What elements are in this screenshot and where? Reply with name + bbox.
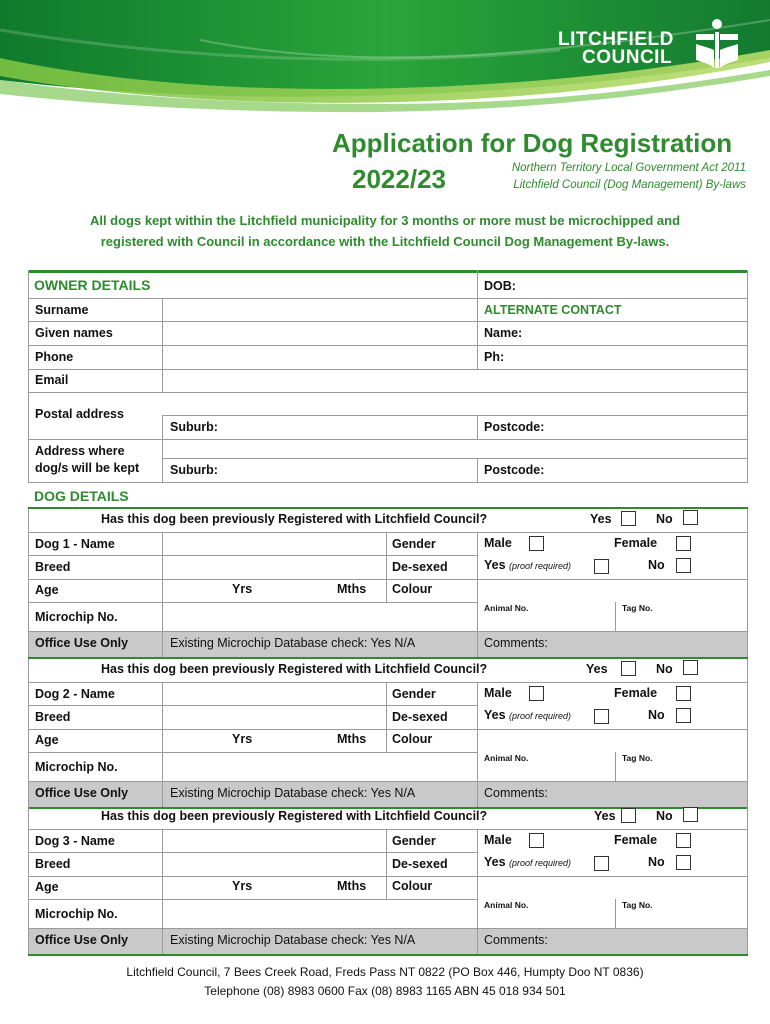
dog1-col-rule	[747, 509, 748, 657]
dog1-col-rule	[386, 532, 387, 602]
dog1-col-rule	[615, 602, 616, 632]
col-rule	[28, 270, 29, 482]
dog3-yes-label: Yes	[594, 809, 616, 823]
dog2-microchip-label: Microchip No.	[35, 760, 118, 774]
dog2-office-use-label: Office Use Only	[35, 786, 129, 800]
alt-ph-label: Ph:	[484, 350, 505, 364]
dog1-yrs-label: Yrs	[232, 582, 253, 596]
dog3-proof-note: (proof required)	[509, 858, 572, 868]
dog2-gender-label: Gender	[392, 687, 436, 701]
dog2-row-rule	[28, 682, 748, 683]
dog1-desexed-no-label: No	[648, 558, 665, 572]
dog1-male-label: Male	[484, 536, 512, 550]
dog1-desexed-no-checkbox[interactable]	[676, 558, 691, 573]
dog1-colour-input[interactable]	[440, 580, 476, 602]
dog2-colour-input[interactable]	[440, 730, 476, 752]
dog2-col-rule	[28, 659, 29, 807]
col-rule	[477, 270, 478, 369]
intro-line-2: registered with Council in accordance with the Litchfield Council Dog Management By-laws.	[100, 234, 670, 249]
dog1-row-rule	[28, 579, 748, 580]
dog1-animal-no-label: Animal No.	[484, 603, 529, 613]
dog1-breed-label: Breed	[35, 560, 71, 574]
dog2-animal-no-label: Animal No.	[484, 753, 529, 763]
dog1-breed-input[interactable]	[163, 556, 385, 579]
dog1-col-rule	[28, 509, 29, 657]
dog2-mths-label: Mths	[337, 732, 367, 746]
dog1-microchip-label: Microchip No.	[35, 610, 118, 624]
dog2-female-checkbox[interactable]	[676, 686, 691, 701]
dog1-name-label: Dog 1 - Name	[35, 537, 115, 551]
dog3-colour-label: Colour	[392, 879, 433, 893]
header-banner	[0, 0, 770, 128]
dog2-female-label: Female	[614, 686, 658, 700]
dog2-col-rule	[386, 682, 387, 752]
alternate-contact-title: ALTERNATE CONTACT	[484, 303, 622, 317]
dog3-breed-input[interactable]	[163, 853, 385, 876]
dog3-male-label: Male	[484, 833, 512, 847]
dog1-row-rule	[28, 532, 748, 533]
dog3-female-label: Female	[614, 833, 658, 847]
act-reference-1: Northern Territory Local Government Act 2011	[511, 162, 746, 174]
dog2-colour-label: Colour	[392, 732, 433, 746]
dog3-name-label: Dog 3 - Name	[35, 834, 115, 848]
dog3-col-rule	[28, 806, 29, 954]
dog3-question: Has this dog been previously Registered with Litchfield Council?	[101, 809, 488, 823]
dog2-tag-no-label: Tag No.	[622, 753, 653, 763]
dog3-col-rule	[477, 829, 478, 954]
dog2-male-checkbox[interactable]	[529, 686, 544, 701]
dog1-desexed-label: De-sexed	[392, 560, 448, 574]
act-reference-2: Litchfield Council (Dog Management) By-laws	[513, 179, 746, 191]
dog1-question: Has this dog been previously Registered with Litchfield Council?	[101, 512, 488, 526]
dog3-col-rule	[162, 929, 163, 954]
dog2-desexed-no-checkbox[interactable]	[676, 708, 691, 723]
logo-line-2: COUNCIL	[582, 47, 673, 68]
dog2-name-label: Dog 2 - Name	[35, 687, 115, 701]
email-input[interactable]	[163, 370, 747, 392]
phone-label: Phone	[35, 350, 74, 364]
dog3-animal-no-label: Animal No.	[484, 900, 529, 910]
dog3-desexed-yes-label: Yes	[484, 855, 506, 869]
dog3-desexed-no-checkbox[interactable]	[676, 855, 691, 870]
dog2-registered-no-checkbox[interactable]	[683, 660, 698, 675]
dog1-microchip-input[interactable]	[163, 603, 476, 631]
col-rule	[162, 415, 163, 482]
dog3-office-use-label: Office Use Only	[35, 933, 129, 947]
dog-section-title: DOG DETAILS	[34, 488, 129, 504]
dog1-desexed-yes-checkbox[interactable]	[594, 559, 609, 574]
dog1-registered-no-checkbox[interactable]	[683, 510, 698, 525]
kept-postcode-label: Postcode:	[484, 463, 545, 477]
dog3-db-check-label: Existing Microchip Database check: Yes N/A	[170, 933, 416, 947]
dog2-col-rule	[747, 659, 748, 807]
dog3-male-checkbox[interactable]	[529, 833, 544, 848]
dog1-female-label: Female	[614, 536, 658, 550]
dog3-block-rule	[28, 954, 748, 956]
dog1-registered-yes-checkbox[interactable]	[621, 511, 636, 526]
dog2-male-label: Male	[484, 686, 512, 700]
dog2-proof-note: (proof required)	[509, 711, 572, 721]
intro-line-1: All dogs kept within the Litchfield municipality for 3 months or more must be microchipped and	[89, 213, 681, 228]
dog3-microchip-label: Microchip No.	[35, 907, 118, 921]
dog1-office-use-label: Office Use Only	[35, 636, 129, 650]
dog2-age-label: Age	[35, 733, 59, 747]
dog3-age-yrs-input[interactable]	[163, 877, 229, 899]
page-title: Application for Dog Registration	[332, 128, 733, 158]
dob-label: DOB:	[484, 279, 516, 293]
kept-suburb-label: Suburb:	[170, 463, 218, 477]
footer-address: Litchfield Council, 7 Bees Creek Road, Freds Pass NT 0822 (PO Box 446, Humpty Doo NT 0836)	[126, 965, 644, 979]
postal-suburb-label: Suburb:	[170, 420, 218, 434]
owner-section-title: OWNER DETAILS	[34, 277, 151, 293]
dog2-breed-label: Breed	[35, 710, 71, 724]
dog2-desexed-no-label: No	[648, 708, 665, 722]
dog1-comments-label: Comments:	[484, 636, 548, 650]
dog3-desexed-no-label: No	[648, 855, 665, 869]
dog1-age-yrs-input[interactable]	[163, 580, 229, 602]
dog2-yrs-label: Yrs	[232, 732, 253, 746]
dog2-age-yrs-input[interactable]	[163, 730, 229, 752]
alt-phone-input[interactable]	[510, 346, 747, 369]
dog3-col-rule	[386, 829, 387, 899]
dog2-name-input[interactable]	[163, 683, 385, 705]
dog2-db-check-label: Existing Microchip Database check: Yes N/A	[170, 786, 416, 800]
surname-input[interactable]	[163, 299, 476, 321]
dog3-row-rule	[28, 829, 748, 830]
dog2-question: Has this dog been previously Registered with Litchfield Council?	[101, 662, 488, 676]
col-rule	[747, 270, 748, 482]
dog3-col-rule	[747, 806, 748, 954]
dob-input[interactable]	[520, 271, 747, 298]
registration-year: 2022/23	[352, 164, 446, 194]
dog1-desexed-yes-label: Yes	[484, 558, 506, 572]
dog1-gender-label: Gender	[392, 537, 436, 551]
given-names-label: Given names	[35, 326, 113, 340]
dog1-tag-no-label: Tag No.	[622, 603, 653, 613]
dog3-mths-label: Mths	[337, 879, 367, 893]
logo-line-1: LITCHFIELD	[558, 29, 674, 50]
row-rule	[28, 482, 748, 483]
dog3-gender-label: Gender	[392, 834, 436, 848]
address-kept-label-2: dog/s will be kept	[35, 461, 140, 475]
dog2-breed-input[interactable]	[163, 706, 385, 729]
dog3-tag-no-label: Tag No.	[622, 900, 653, 910]
row-rule	[28, 439, 748, 440]
col-rule	[477, 415, 478, 439]
dog2-microchip-input[interactable]	[163, 753, 476, 781]
postal-address-label: Postal address	[35, 407, 124, 421]
dog3-registered-yes-checkbox[interactable]	[621, 808, 636, 823]
dog2-desexed-yes-checkbox[interactable]	[594, 709, 609, 724]
dog1-db-check-label: Existing Microchip Database check: Yes N/A	[170, 636, 416, 650]
dog2-registered-yes-checkbox[interactable]	[621, 661, 636, 676]
row-rule	[162, 458, 748, 459]
row-rule	[162, 415, 748, 416]
dog2-col-rule	[615, 752, 616, 782]
dog2-col-rule	[477, 682, 478, 807]
given-names-input[interactable]	[163, 322, 476, 345]
dog3-age-mths-input[interactable]	[258, 877, 334, 899]
dog3-registered-no-checkbox[interactable]	[683, 807, 698, 822]
postal-address-input[interactable]	[163, 393, 747, 415]
dog3-breed-label: Breed	[35, 857, 71, 871]
dog3-row-rule	[28, 876, 748, 877]
dog1-male-checkbox[interactable]	[529, 536, 544, 551]
dog3-comments-label: Comments:	[484, 933, 548, 947]
email-label: Email	[35, 373, 69, 387]
dog1-colour-label: Colour	[392, 582, 433, 596]
dog1-name-input[interactable]	[163, 533, 385, 555]
dog2-no-label: No	[656, 662, 673, 676]
dog1-age-label: Age	[35, 583, 59, 597]
dog1-female-checkbox[interactable]	[676, 536, 691, 551]
dog2-row-rule	[28, 729, 748, 730]
dog3-microchip-input[interactable]	[163, 900, 476, 928]
alt-name-input[interactable]	[530, 322, 747, 345]
alt-name-label: Name:	[484, 326, 523, 340]
dog2-yes-label: Yes	[586, 662, 608, 676]
dog1-mths-label: Mths	[337, 582, 367, 596]
dog3-name-input[interactable]	[163, 830, 385, 852]
footer-contact: Telephone (08) 8983 0600 Fax (08) 8983 1165 ABN 45 018 934 501	[204, 984, 566, 998]
address-kept-label-1: Address where	[35, 444, 125, 458]
dog3-yrs-label: Yrs	[232, 879, 253, 893]
dog1-yes-label: Yes	[590, 512, 612, 526]
phone-input[interactable]	[163, 346, 476, 369]
dog2-desexed-yes-label: Yes	[484, 708, 506, 722]
dog1-age-mths-input[interactable]	[258, 580, 334, 602]
col-rule	[477, 458, 478, 482]
dog1-col-rule	[162, 632, 163, 657]
dog3-age-label: Age	[35, 880, 59, 894]
dog-section-rule	[28, 507, 748, 509]
dog1-proof-note: (proof required)	[509, 561, 572, 571]
postal-postcode-label: Postcode:	[484, 420, 545, 434]
dog2-col-rule	[162, 782, 163, 807]
dog1-no-label: No	[656, 512, 673, 526]
dog2-comments-label: Comments:	[484, 786, 548, 800]
council-emblem-icon	[692, 18, 742, 70]
dog2-desexed-label: De-sexed	[392, 710, 448, 724]
dog3-desexed-yes-checkbox[interactable]	[594, 856, 609, 871]
dog1-col-rule	[477, 532, 478, 657]
surname-label: Surname	[35, 303, 89, 317]
dog3-col-rule	[615, 899, 616, 929]
dog1-block-rule	[28, 657, 748, 659]
dog2-age-mths-input[interactable]	[258, 730, 334, 752]
dog3-desexed-label: De-sexed	[392, 857, 448, 871]
dog3-no-label: No	[656, 809, 673, 823]
dog3-colour-input[interactable]	[440, 877, 476, 899]
dog3-female-checkbox[interactable]	[676, 833, 691, 848]
